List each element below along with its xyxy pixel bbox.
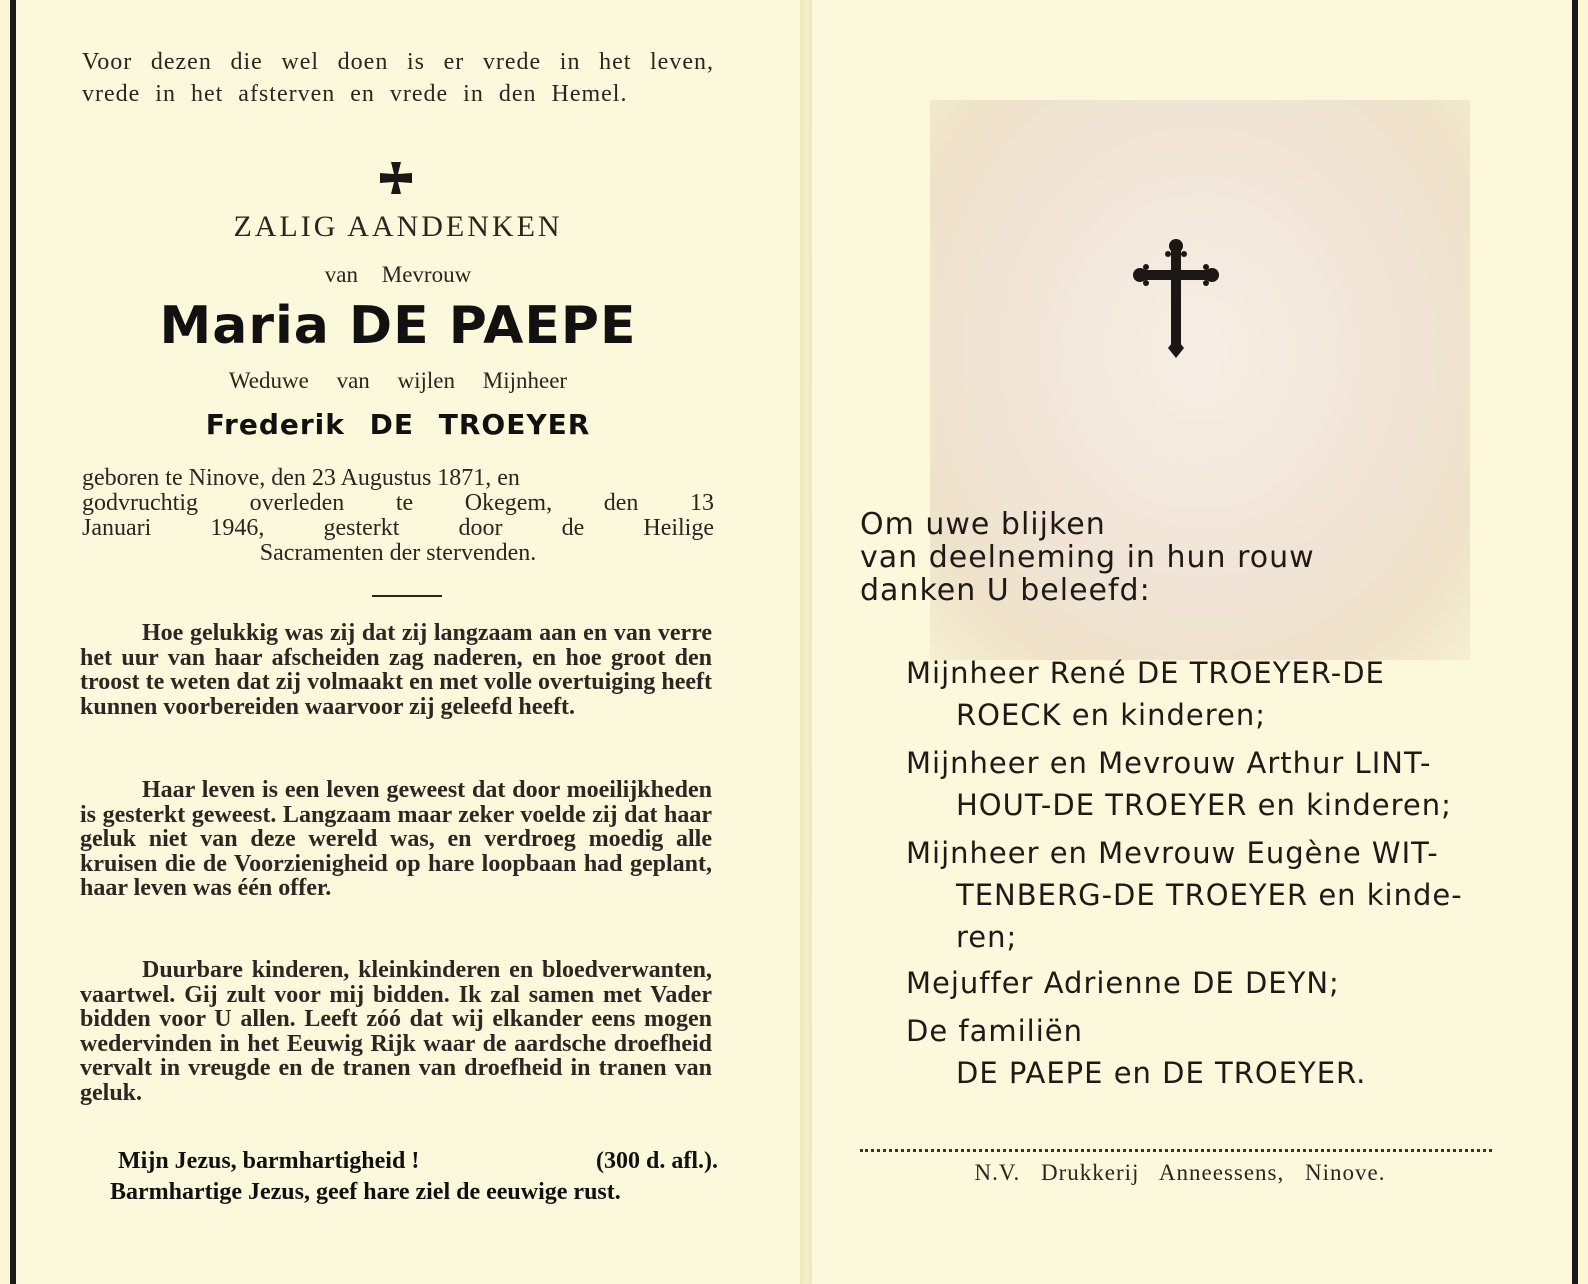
widow-line: Weduwe van wijlen Mijnheer: [228, 368, 568, 393]
husband-name: Frederik DE TROEYER: [205, 408, 591, 441]
prayer-line: [118, 1148, 718, 1175]
family-line: ROECK en kinderen;: [956, 698, 1266, 732]
family-entry: [906, 742, 1496, 826]
ornate-cross-icon: [1132, 238, 1220, 360]
paragraph-3: Duurbare kinderen, kleinkinderen en bloedverwanten, vaartwel. Gij zult voor mij bidden. Ik zal samen met Vader bidden voor U allen. Leeft zóó dat wij elkander eens mogen wedervinden in het Eeuwig Rijk waar de aardsche droefheid vervalt in vreugde en de tranen van droefheid in tranen van geluk.: [80, 957, 712, 1106]
family-line: HOUT-DE TROEYER en kinderen;: [956, 788, 1452, 822]
family-entry: [906, 1010, 1496, 1094]
thanks-line: danken U beleefd:: [860, 573, 1151, 608]
memorial-title: ZALIG AANDENKEN: [233, 210, 563, 243]
family-line: ren;: [956, 920, 1018, 954]
family-line: Mejuffer Adrienne DE DEYN;: [906, 966, 1340, 1000]
family-entry: [906, 832, 1496, 958]
family-line: De familiën: [906, 1014, 1084, 1048]
printer-credit: N.V. Drukkerij Anneessens, Ninove.: [974, 1160, 1386, 1185]
van-mevrouw: van Mevrouw: [324, 262, 472, 287]
born-line: godvruchtig overleden te Okegem, den 13: [82, 490, 714, 516]
born-line: Januari 1946, gesterkt door de Heilige: [82, 515, 714, 541]
divider-line: [372, 595, 442, 597]
card-fold: [800, 0, 812, 1284]
born-line: Sacramenten der stervenden.: [259, 540, 537, 566]
thanks-line: Om uwe blijken: [860, 507, 1106, 542]
family-line: Mijnheer en Mevrouw Eugène WIT-: [906, 836, 1439, 870]
paragraph-1: Hoe gelukkig was zij dat zij langzaam aan en van verre het uur van haar afscheiden zag naderen, en hoe groot den troost te weten dat zij volmaakt en met volle overtuiging heeft kunnen voorbereiden waarvoor zij geleefd heeft.: [80, 620, 712, 720]
family-line: Mijnheer en Mevrouw Arthur LINT-: [906, 746, 1432, 780]
paragraph-2: Haar leven is een leven geweest dat door moeilijkheden is gesterkt geweest. Langzaam maar zeker voelde zij dat haar geluk niet van deze wereld was, en verdroeg moedig alle kruisen die de Voorzienigheid op hare loopbaan had geplant, haar leven was één offer.: [80, 777, 712, 901]
prayer-text: Mijn Jezus, barmhartigheid !: [118, 1148, 420, 1174]
thanks-message: [860, 508, 1420, 607]
indulgence-note: (300 d. afl.).: [596, 1148, 718, 1174]
family-entry: [906, 652, 1496, 736]
opening-quote: Voor dezen die wel doen is er vrede in het leven, vrede in het afsterven en vrede in den Hemel.: [82, 49, 714, 107]
thanks-line: van deelneming in hun rouw: [860, 540, 1315, 575]
prayer-rest: Barmhartige Jezus, geef hare ziel de eeuwige rust.: [110, 1179, 621, 1205]
born-line: geboren te Ninove, den 23 Augustus 1871, en: [82, 465, 520, 491]
family-entry: [906, 962, 1496, 1004]
deceased-name: Maria DE PAEPE: [159, 296, 637, 356]
family-line: TENBERG-DE TROEYER en kinde-: [956, 878, 1463, 912]
iron-cross-icon: [378, 160, 414, 196]
family-line: DE PAEPE en DE TROEYER.: [956, 1056, 1367, 1090]
birth-death-details: [82, 466, 714, 566]
dotted-divider: [860, 1149, 1492, 1152]
family-line: Mijnheer René DE TROEYER-DE: [906, 656, 1385, 690]
